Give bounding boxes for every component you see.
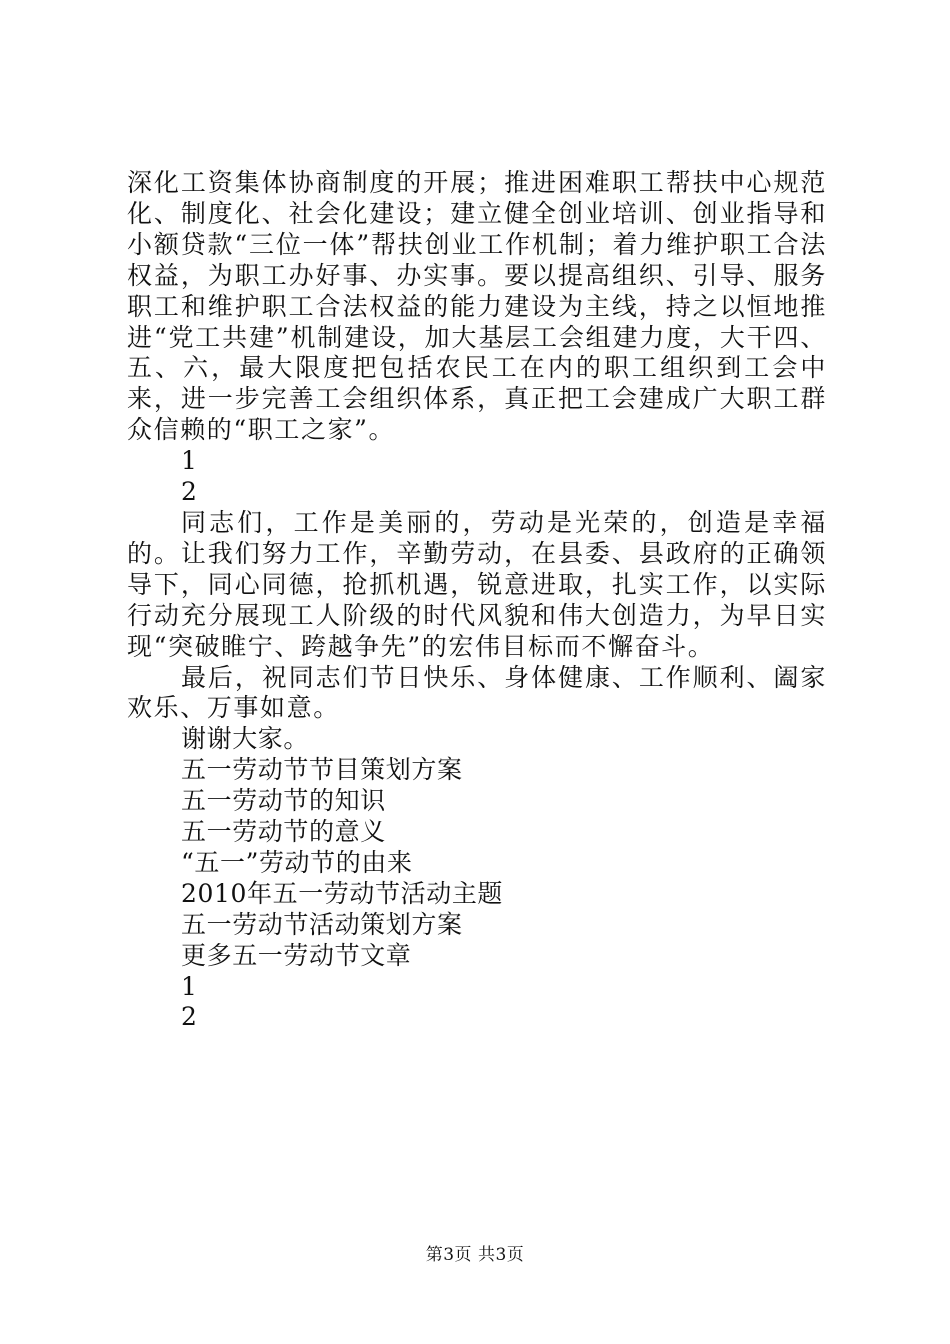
document-body [127, 168, 827, 1033]
related-link-meaning[interactable]: 五一劳动节的意义 [181, 817, 386, 847]
related-link-origin[interactable]: “五一”劳动节的由来 [181, 847, 413, 877]
related-link-2010-theme[interactable]: 2010年五一劳动节活动主题 [181, 878, 504, 908]
page-link-1[interactable]: 1 [181, 446, 198, 476]
paragraph-union-work: 深化工资集体协商制度的开展；推进困难职工帮扶中心规范化、制度化、社会化建设；建立健全创业培训、创业指导和小额贷款“三位一体”帮扶创业工作机制；着力维护职工合法权益，为职工办好事、办实事。要以提高组织、引导、服务职工和维护职工合法权益的能力建设为主线，持之以恒地推进“党工共建”机制建设，加大基层工会组建力度，大干四、五、六，最大限度把包括农民工在内的职工组织到工会中来，进一步完善工会组织体系，真正把工会建成广大职工群众信赖的“职工之家”。 [127, 168, 827, 445]
page-link-2-bottom[interactable]: 2 [181, 1002, 198, 1032]
related-link-program-plan[interactable]: 五一劳动节节目策划方案 [181, 755, 463, 785]
page-link-1-bottom[interactable]: 1 [181, 971, 198, 1001]
page-indicator: 第3页 共3页 [425, 1245, 525, 1265]
related-link-more-articles[interactable]: 更多五一劳动节文章 [181, 940, 412, 970]
related-link-knowledge[interactable]: 五一劳动节的知识 [181, 786, 386, 816]
related-link-activity-plan[interactable]: 五一劳动节活动策划方案 [181, 909, 463, 939]
paragraph-comrades: 同志们，工作是美丽的，劳动是光荣的，创造是幸福的。让我们努力工作，辛勤劳动，在县委、县政府的正确领导下，同心同德，抢抓机遇，锐意进取，扎实工作，以实际行动充分展现工人阶级的时代风貌和伟大创造力，为早日实现“突破睢宁、跨越争先”的宏伟目标而不懈奋斗。 [127, 507, 827, 661]
paragraph-thanks: 谢谢大家。 [181, 724, 310, 754]
page-link-2[interactable]: 2 [181, 477, 198, 507]
paragraph-wishes: 最后，祝同志们节日快乐、身体健康、工作顺利、阖家欢乐、万事如意。 [127, 662, 827, 723]
page-footer [0, 1244, 950, 1266]
